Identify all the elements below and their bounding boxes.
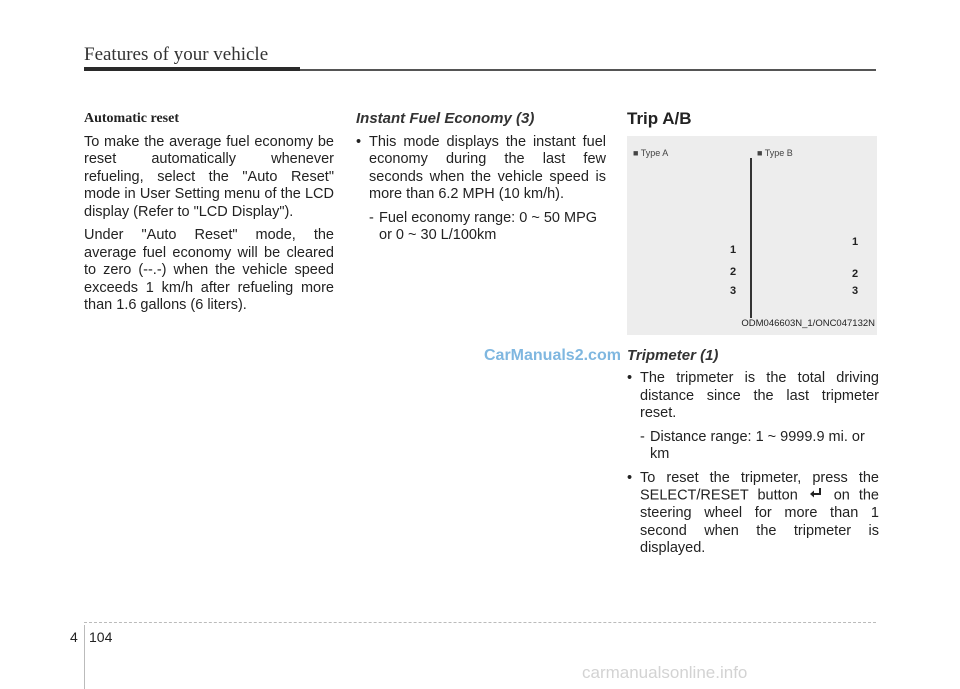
figure-label-type-b: ■ Type B (757, 147, 793, 158)
figure-a-num-1: 1 (730, 243, 737, 256)
page-header-title: Features of your vehicle (84, 44, 269, 65)
heading-tripmeter: Tripmeter (1) (627, 346, 719, 364)
watermark-carmanuals2: CarManuals2.com (484, 347, 621, 364)
trip-figure (627, 136, 877, 335)
page-number: 104 (89, 629, 113, 645)
header-rule-thick (84, 67, 300, 71)
sub-fuel-range: - Fuel economy range: 0 ~ 50 MPG or 0 ~ 30 L/100km (356, 210, 606, 245)
reset-text-part1: To reset the tripmeter, press the SELECT/RESET button (640, 469, 879, 504)
enter-return-icon (809, 487, 823, 505)
heading-automatic-reset: Automatic reset (84, 111, 179, 126)
footer-rule (84, 622, 876, 623)
figure-caption: ODM046603N_1/ONC047132N (741, 318, 875, 329)
figure-a-num-3: 3 (730, 284, 737, 297)
sub-distance-range: - Distance range: 1 ~ 9999.9 mi. or km (627, 429, 879, 464)
bullet-tripmeter-reset (627, 470, 879, 558)
figure-label-type-a: ■ Type A (633, 147, 669, 158)
column-instant-fuel-economy (356, 110, 606, 251)
paragraph-auto-reset-1: To make the average fuel economy be reset automatically whenever refueling, select the "Auto Reset" mode in User Setting menu of the LCD display (Refer to "LCD Display"). (84, 133, 334, 220)
column-automatic-reset (84, 110, 334, 321)
figure-b-num-1: 1 (852, 235, 859, 248)
figure-divider (750, 158, 752, 318)
column-trip-ab (627, 110, 879, 564)
bullet-instant-mode: • This mode displays the instant fuel economy during the last few seconds when the vehicle speed is more than 6.2 MPH (10 km/h). (356, 134, 606, 204)
figure-b-num-3: 3 (852, 284, 859, 297)
paragraph-auto-reset-2: Under "Auto Reset" mode, the average fuel economy will be cleared to zero (--.-) when the vehicle speed exceeds 1 km/h after refueling more than 1.6 gallons (6 liters). (84, 227, 334, 313)
reset-text-part2: on the steering wheel for more than 1 second when the tripmeter is displayed. (640, 487, 879, 557)
bullet-tripmeter-definition: • The tripmeter is the total driving distance since the last tripmeter reset. (627, 370, 879, 423)
sub-distance-range-text: Distance range: 1 ~ 9999.9 mi. or km (650, 428, 865, 462)
figure-b-num-2: 2 (852, 267, 859, 280)
header-rule-thin (300, 69, 876, 71)
watermark-carmanualsonline: carmanualsonline.info (582, 663, 748, 682)
page-chapter-number: 4 (70, 629, 78, 645)
figure-a-num-2: 2 (730, 265, 737, 278)
heading-instant-fuel-economy: Instant Fuel Economy (3) (356, 110, 535, 127)
footer-vertical-line (84, 625, 85, 689)
sub-fuel-range-text: Fuel economy range: 0 ~ 50 MPG or 0 ~ 30 L/100km (379, 209, 598, 243)
heading-trip-ab: Trip A/B (627, 109, 692, 128)
